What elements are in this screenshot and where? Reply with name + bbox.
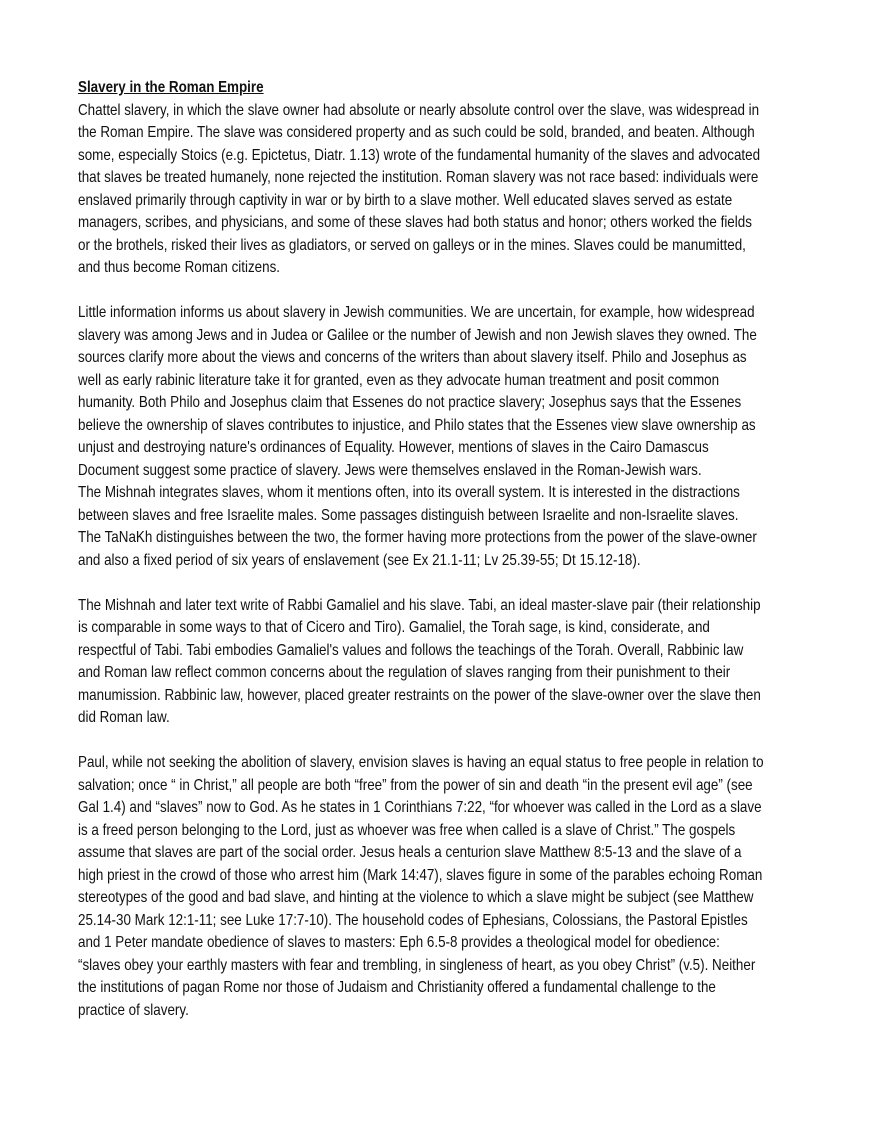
text-line: and 1 Peter mandate obedience of slaves to masters: Eph 6.5-8 provides a theological model for obedience: xyxy=(78,934,720,951)
text-line: sources clarify more about the views and concerns of the writers than about slavery itself. Philo and Josephus as xyxy=(78,349,747,366)
paragraph-paul xyxy=(78,752,818,1022)
text-line: slavery was among Jews and in Judea or Galilee or the number of Jewish and non Jewish slaves they owned. The xyxy=(78,326,757,344)
text-line: well as early rabinic literature take it for granted, even as they advocate human treatment and posit common xyxy=(78,371,720,389)
text-line: and also a fixed period of six years of enslavement (see Ex 21.1-11; Lv 25.39-55; Dt 15.12-18). xyxy=(78,551,641,569)
text-line: Paul, while not seeking the abolition of slavery, envision slaves is having an equal status to free people in relation to xyxy=(78,754,764,771)
document-page xyxy=(78,77,818,1045)
paragraph-jewish-communities xyxy=(78,302,818,482)
text-line: high priest in the crowd of those who arrest him (Mark 14:47), slaves figure in some of the parables echoing Roman xyxy=(78,866,763,884)
text-line: and thus become Roman citizens. xyxy=(78,259,281,276)
text-line: practice of slavery. xyxy=(78,1001,189,1019)
text-line: The Mishnah integrates slaves, whom it mentions often, into its overall system. It is interested in the distractions xyxy=(78,484,740,501)
paragraph-mishnah xyxy=(78,482,818,572)
text-line: between slaves and free Israelite males. Some passages distinguish between Israelite and non-Israelite slaves. xyxy=(78,506,739,524)
text-line: is a freed person belonging to the Lord, just as whoever was free when called is a slave of Christ.” The gospels xyxy=(78,821,736,839)
text-line: that slaves be treated humanely, none rejected the institution. Roman slavery was not race based: individuals were xyxy=(78,169,759,186)
text-line: or the brothels, risked their lives as gladiators, or served on galleys or in the mines. Slaves could be manumitted, xyxy=(78,236,746,254)
text-line: unjust and destroying nature's ordinances of Equality. However, mentions of slaves in the Cairo Damascus xyxy=(78,439,709,456)
text-line: Chattel slavery, in which the slave owner had absolute or nearly absolute control over the slave, was widespread in xyxy=(78,101,760,119)
text-line: 25.14-30 Mark 12:1-11; see Luke 17:7-10). The household codes of Ephesians, Colossians, the Pastoral Epistles xyxy=(78,911,748,929)
text-line: respectful of Tabi. Tabi embodies Gamaliel's values and follows the teachings of the Torah. Overall, Rabbinic law xyxy=(78,641,744,659)
text-line: managers, scribes, and physicians, and some of these slaves had both status and honor; others worked the fields xyxy=(78,214,752,231)
text-line: believe the ownership of slaves contributes to injustice, and Philo states that the Essenes view slave ownership as xyxy=(78,416,756,434)
text-line: stereotypes of the good and bad slave, and hinting at the violence to which a slave might be subject (see Matthew xyxy=(78,889,754,906)
text-line: “slaves obey your earthly masters with fear and trembling, in singleness of heart, as you obey Christ” (v.5). Neither xyxy=(78,956,756,974)
text-line: salvation; once “ in Christ,” all people are both “free” from the power of sin and death “in the present evil age” (see xyxy=(78,776,753,794)
text-line: assume that slaves are part of the social order. Jesus heals a centurion slave Matthew 8:5-13 and the slave of a xyxy=(78,844,742,861)
paragraph-gamaliel xyxy=(78,595,818,730)
text-line: Little information informs us about slavery in Jewish communities. We are uncertain, for example, how widespread xyxy=(78,304,755,321)
text-line: The Mishnah and later text write of Rabbi Gamaliel and his slave. Tabi, an ideal master-slave pair (their relationship xyxy=(78,596,761,614)
text-line: Document suggest some practice of slavery. Jews were themselves enslaved in the Roman-Jewish wars. xyxy=(78,461,702,479)
document-title: Slavery in the Roman Empire xyxy=(78,79,264,96)
paragraph-roman-slavery xyxy=(78,100,818,280)
text-line: and Roman law reflect common concerns about the regulation of slaves ranging from their punishment to their xyxy=(78,664,731,681)
text-line: The TaNaKh distinguishes between the two, the former having more protections from the power of the slave-owner xyxy=(78,529,757,546)
text-line: humanity. Both Philo and Josephus claim that Essenes do not practice slavery; Josephus says that the Essenes xyxy=(78,394,742,411)
text-line: the Roman Empire. The slave was considered property and as such could be sold, branded, and beaten. Although xyxy=(78,124,755,141)
text-line: some, especially Stoics (e.g. Epictetus, Diatr. 1.13) wrote of the fundamental humanity of the slaves and advocated xyxy=(78,146,761,164)
text-line: the institutions of pagan Rome nor those of Judaism and Christianity offered a fundamental challenge to the xyxy=(78,979,716,996)
text-line: is comparable in some ways to that of Cicero and Tiro). Gamaliel, the Torah sage, is kind, considerate, and xyxy=(78,619,710,636)
text-line: Gal 1.4) and “slaves” now to God. As he states in 1 Corinthians 7:22, “for whoever was called in the Lord as a slave xyxy=(78,799,762,816)
text-line: manumission. Rabbinic law, however, placed greater restraints on the power of the slave-owner over the slave then xyxy=(78,686,761,704)
text-line: enslaved primarily through captivity in war or by birth to a slave mother. Well educated slaves served as estate xyxy=(78,191,733,209)
text-line: did Roman law. xyxy=(78,709,170,726)
